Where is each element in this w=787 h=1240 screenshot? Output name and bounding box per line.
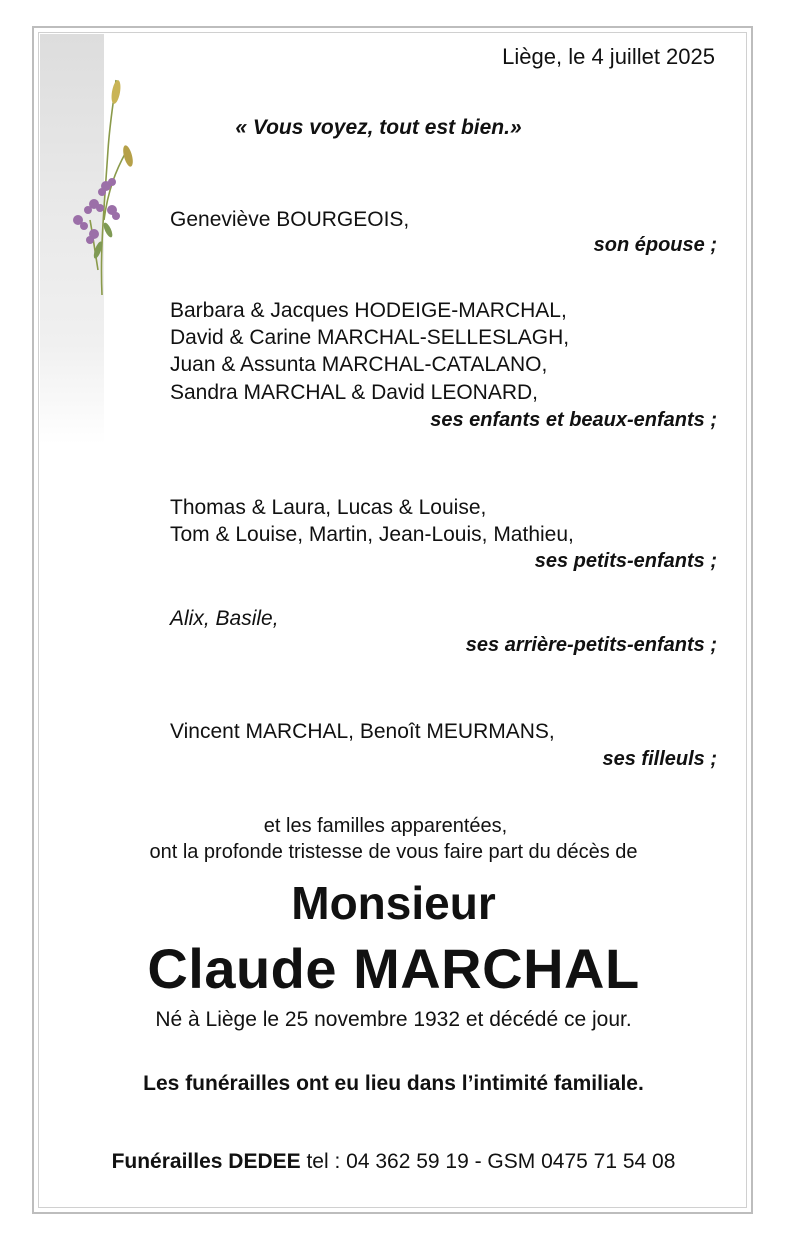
child-line: David & Carine MARCHAL-SELLESLAGH, (170, 326, 570, 349)
funeral-home-phone: tel : 04 362 59 19 - GSM 0475 71 54 08 (300, 1150, 676, 1173)
child-line: Barbara & Jacques HODEIGE-MARCHAL, (170, 299, 567, 322)
children-relation: ses enfants et beaux-enfants ; (430, 409, 717, 431)
family-line: et les familles apparentées, (263, 815, 508, 837)
grandchildren-line: Tom & Louise, Martin, Jean-Louis, Mathieu, (170, 523, 574, 546)
family-announcement (0, 813, 787, 865)
violet-blossoms (73, 178, 120, 244)
funeral-home-name: Funérailles DEDEE (111, 1150, 301, 1173)
great-grandchildren-names: Alix, Basile, (170, 607, 279, 630)
birth-death-line: Né à Liège le 25 novembre 1932 et décédé ce jour. (155, 1008, 632, 1031)
child-line: Juan & Assunta MARCHAL-CATALANO, (170, 353, 548, 376)
date-line: Liège, le 4 juillet 2025 (502, 44, 715, 69)
epigraph-quote-text: « Vous voyez, tout est bien.» (235, 116, 522, 139)
great-grandchildren-relation: ses arrière-petits-enfants ; (465, 634, 717, 656)
grandchildren-line: Thomas & Laura, Lucas & Louise, (170, 496, 487, 519)
spouse-relation: son épouse ; (593, 234, 717, 256)
godchildren-names: Vincent MARCHAL, Benoît MEURMANS, (170, 720, 555, 743)
deceased-name: Claude MARCHAL (147, 937, 640, 1000)
flower-illustration (64, 70, 144, 310)
funeral-note: Les funérailles ont eu lieu dans l’intimité familiale. (143, 1072, 644, 1095)
honorific-title: Monsieur (291, 877, 496, 929)
child-line: Sandra MARCHAL & David LEONARD, (170, 381, 539, 404)
epigraph-quote (0, 116, 787, 140)
godchildren-relation: ses filleuls ; (602, 748, 717, 770)
grass-seed-head (110, 79, 122, 104)
grandchildren-relation: ses petits-enfants ; (534, 550, 717, 572)
announcement-line: ont la profonde tristesse de vous faire part du décès de (149, 841, 638, 863)
spouse-name: Geneviève BOURGEOIS, (170, 208, 410, 231)
funeral-home-contact (0, 1150, 787, 1174)
